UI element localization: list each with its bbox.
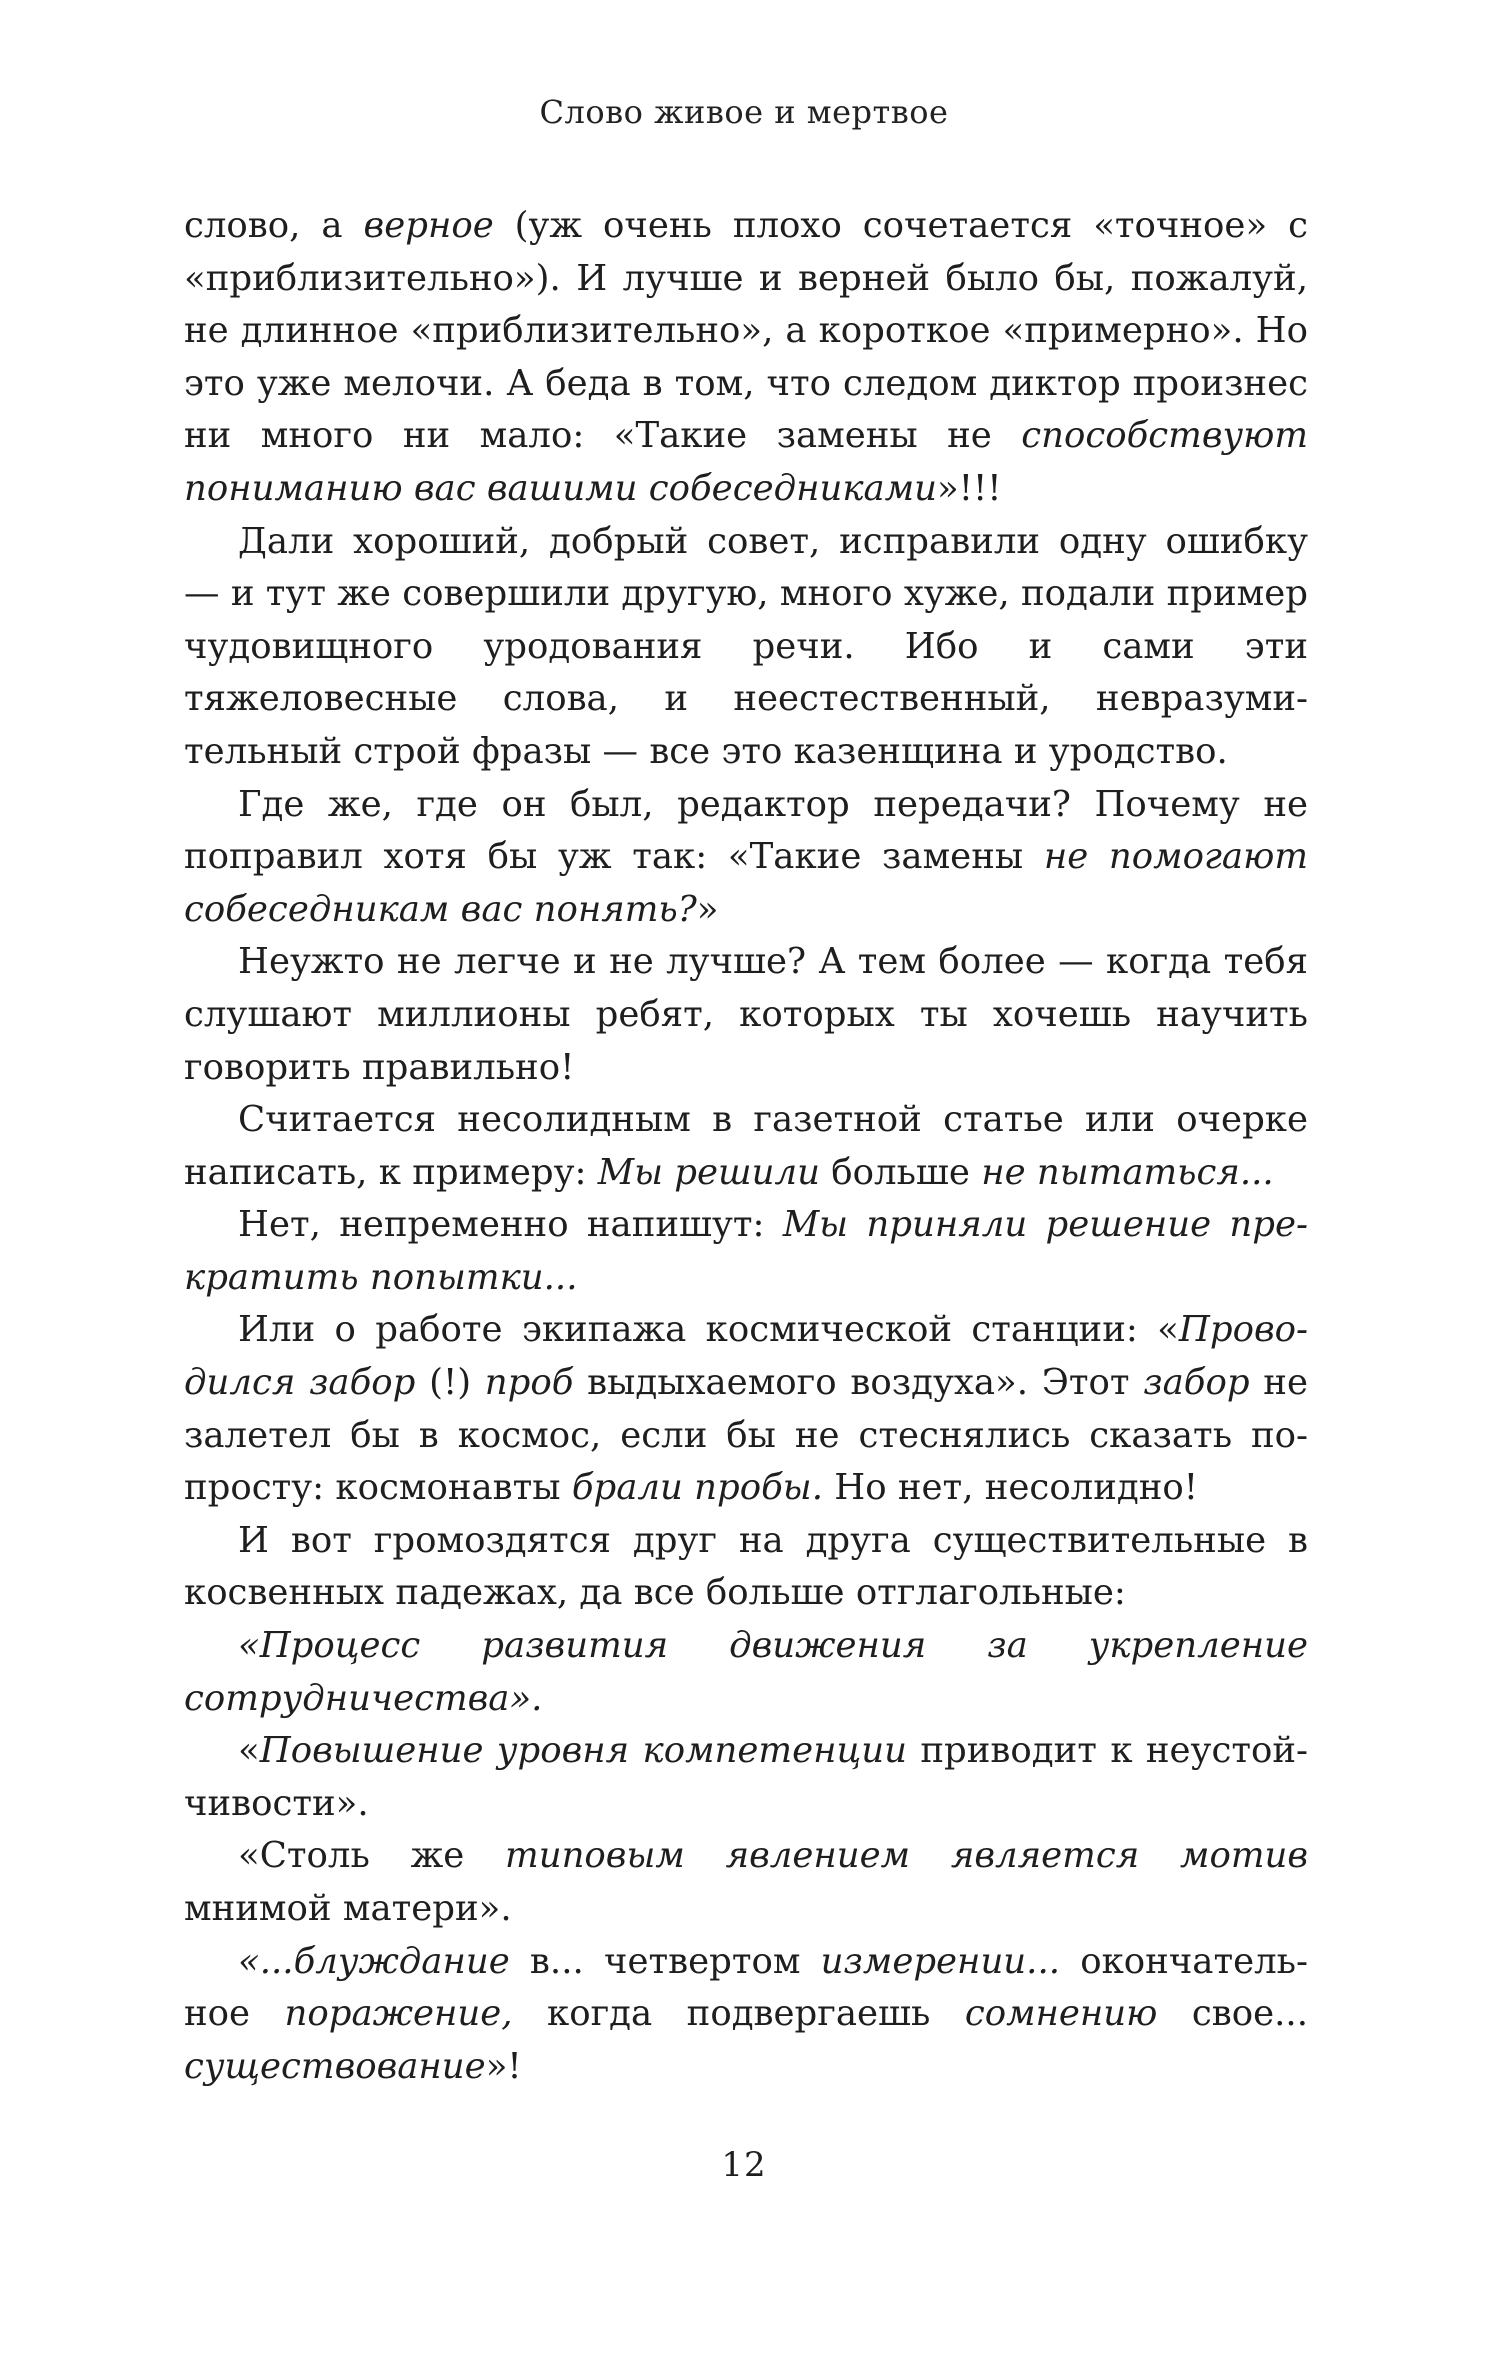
paragraph [184, 1830, 1308, 1935]
text-run: (уж очень плохо сочетается «точное» с «приблизительно»). И лучше и верней было бы, пожалуй, не длинное «приблизительно», а короткое «примерно». Но это уже мелочи. А беда в том, что следом диктор произнес ни много ни мало: «Такие замены не [184, 205, 1309, 457]
text-run: Но нет, несолидно! [822, 1467, 1199, 1509]
text-run: приводит к неустойчивости». [184, 1730, 1309, 1824]
italic-run: блуждание [293, 1940, 510, 1982]
text-run: не залетел бы в космос, если бы не стеснялись сказать попросту: космонавты [184, 1362, 1308, 1509]
text-run: Считается несолидным в газетной статье или очерке написать, к примеру: [184, 1099, 1308, 1193]
running-head: Слово живое и мертвое [539, 93, 949, 131]
paragraph [184, 1936, 1308, 2094]
text-run: »!!! [937, 467, 1002, 509]
italic-run: поражение, [284, 1993, 513, 2035]
text-run: свое... [1157, 1993, 1309, 2035]
page-number: 12 [721, 2145, 767, 2185]
paragraph [184, 1199, 1308, 1304]
italic-run: не помогают собеседникам вас понять? [184, 836, 1308, 930]
text-run: «Столь же [238, 1835, 506, 1877]
text-run: »! [485, 2045, 522, 2087]
text-run: Нет, непременно напишут: [238, 1204, 783, 1246]
paragraph [184, 200, 1308, 516]
paragraph [184, 1515, 1308, 1620]
paragraph [184, 779, 1308, 937]
italic-run: Проводился забор [184, 1309, 1308, 1404]
text-run: выдыхаемого воздуха». Этот [573, 1362, 1144, 1404]
paragraph [184, 936, 1308, 1094]
text-run: И вот громоздятся друг на друга существительные в косвенных падежах, да все больше отглагольные: [184, 1519, 1308, 1614]
italic-run: измерении... [820, 1940, 1061, 1982]
body-text [184, 200, 1308, 2093]
text-run: Неужто не легче и не лучше? А тем более — когда тебя слушают миллионы ребят, которых ты хочешь научить говорить правильно! [184, 941, 1308, 1088]
italic-run: забор [1143, 1362, 1250, 1404]
text-run: Или о работе экипажа космической станции: « [238, 1309, 1179, 1351]
italic-run: Мы приняли решение прекратить попытки... [184, 1204, 1308, 1298]
italic-run: не пытаться... [981, 1151, 1274, 1193]
text-run: больше [819, 1151, 982, 1193]
italic-run: «Процесс развития движения за укрепление сотрудничества». [184, 1625, 1308, 1719]
text-run: когда подвергаешь [512, 1993, 965, 2035]
italic-run: верное [363, 205, 494, 246]
text-run: Дали хороший, добрый совет, исправили одну ошибку — и тут же совершили другую, много хуже, подали пример чудовищного уродования речи. Ибо и сами эти тяжеловесные слова, и неестественный, невразумительный строй фразы — все это казенщина и уродство. [184, 520, 1308, 772]
paragraph [184, 1094, 1308, 1199]
italic-run: проб [484, 1362, 574, 1404]
text-run: слово, а [184, 205, 364, 246]
italic-run: Повышение уровня компетенции [259, 1730, 907, 1772]
text-run: окончательное [184, 1940, 1308, 2035]
paragraph [184, 1725, 1308, 1830]
text-run: » [696, 888, 719, 930]
text-run: в... четвертом [509, 1940, 821, 1982]
text-run: мнимой матери». [184, 1888, 512, 1929]
italic-run: «... [238, 1940, 294, 1982]
italic-run: способствуют пониманию вас вашими собеседниками [184, 415, 1308, 509]
paragraph [184, 1620, 1308, 1725]
paragraph [184, 516, 1308, 779]
paragraph [184, 1304, 1308, 1514]
italic-run: брали пробы. [571, 1467, 823, 1509]
italic-run: существование [184, 2045, 486, 2087]
italic-run: типовым явлением является мотив [505, 1835, 1309, 1877]
text-run: Где же, где он был, редактор передачи? Почему не поправил хотя бы уж так: «Такие замены [184, 783, 1308, 878]
italic-run: сомнению [964, 1993, 1158, 2035]
text-run: « [238, 1730, 260, 1772]
text-run: (!) [415, 1362, 485, 1404]
italic-run: Мы решили [597, 1151, 820, 1193]
